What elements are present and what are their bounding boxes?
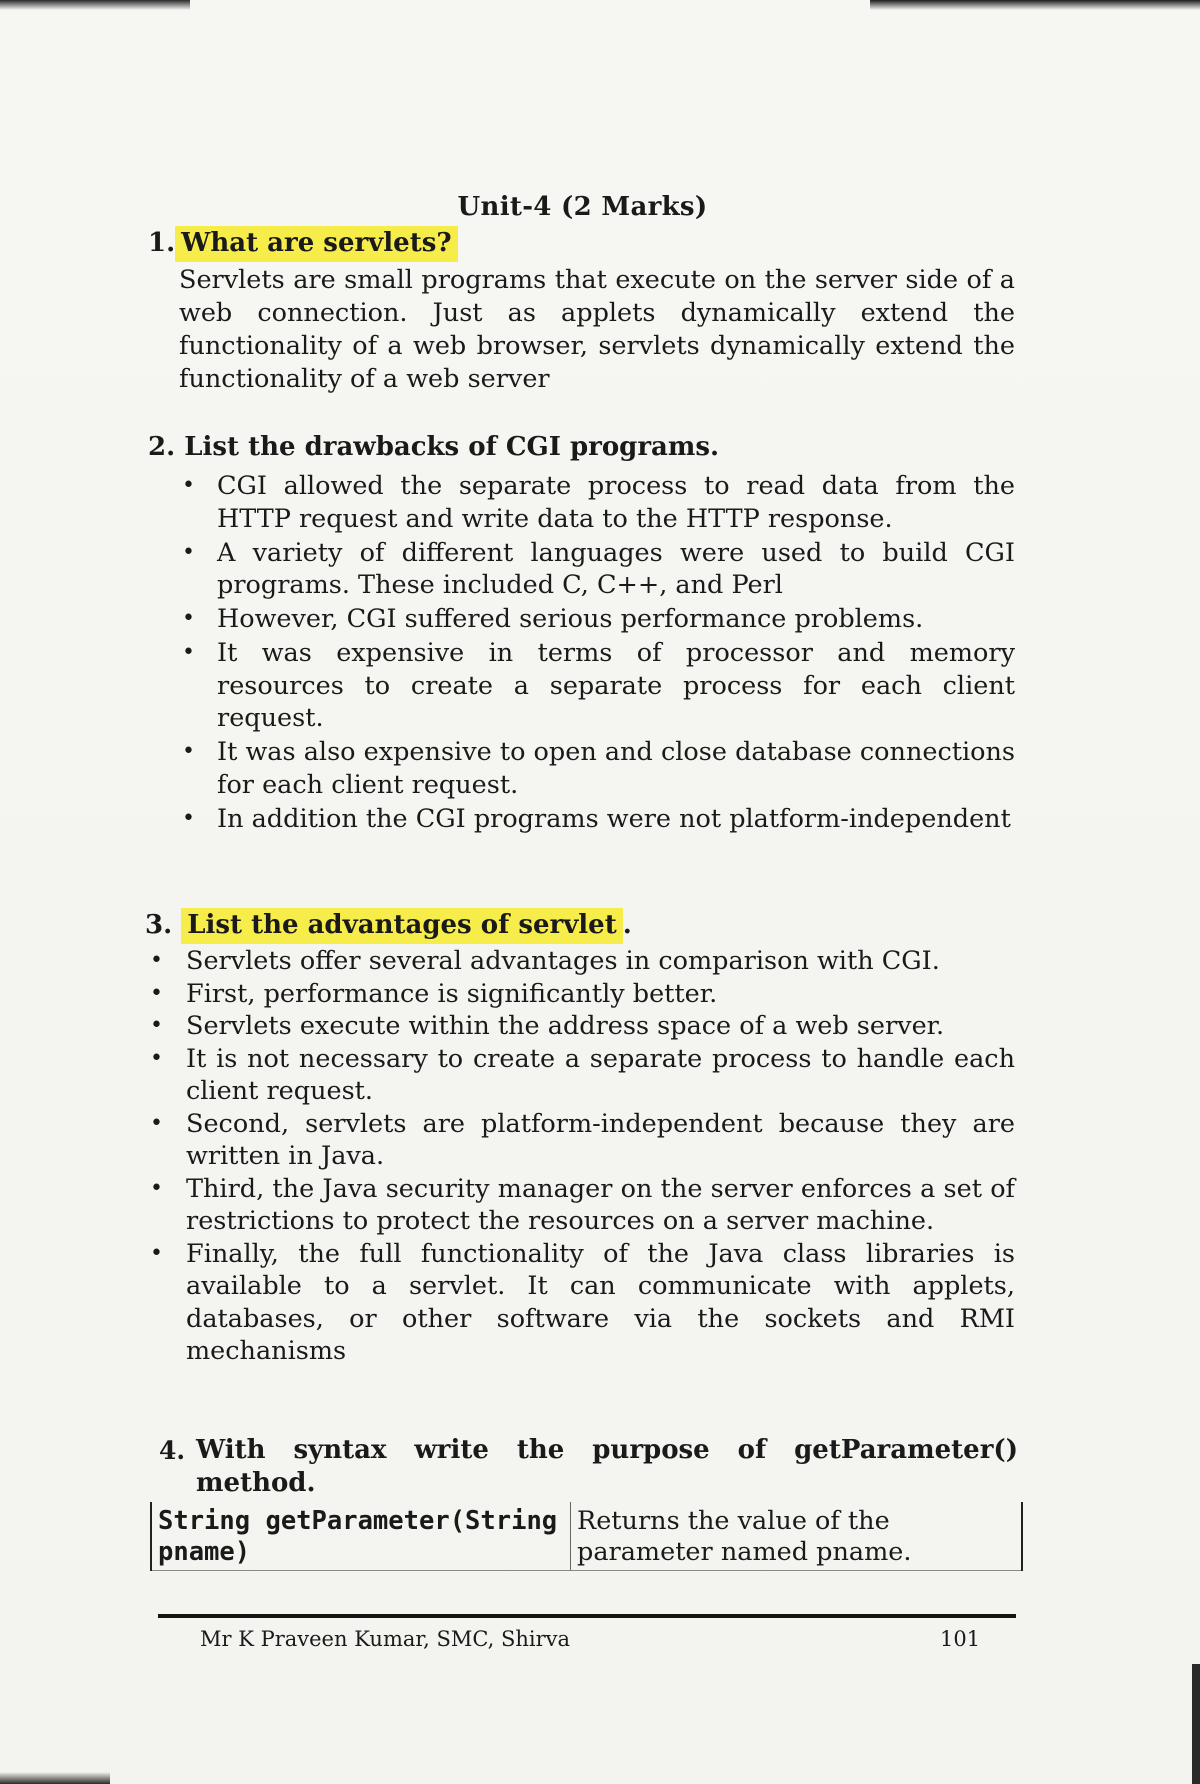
list-item: • Servlets offer several advantages in comparison with CGI. bbox=[186, 945, 1015, 978]
footer-divider bbox=[158, 1614, 1016, 1618]
question-1-heading bbox=[148, 228, 458, 258]
question-3-heading bbox=[145, 910, 632, 940]
syntax-cell: String getParameter(String pname) bbox=[151, 1502, 571, 1571]
list-item: • Third, the Java security manager on the server enforces a set of restrictions to protect the resources on a server machine. bbox=[186, 1173, 1015, 1238]
question-1-number: 1. bbox=[148, 228, 176, 258]
footer-author: Mr K Praveen Kumar, SMC, Shirva bbox=[200, 1627, 571, 1651]
page-number: 101 bbox=[940, 1627, 981, 1651]
question-1-answer: Servlets are small programs that execute on the server side of a web connection. Just as applets dynamically extend the functionality of a web browser, servlets dynamically extend the functionality of a web server bbox=[179, 265, 1015, 394]
question-2-title: List the drawbacks of CGI programs. bbox=[184, 432, 720, 462]
question-4-heading bbox=[160, 1434, 1018, 1500]
list-item: • Finally, the full functionality of the Java class libraries is available to a servlet. It can communicate with applets, databases, or other software via the sockets and RMI mechanisms bbox=[186, 1238, 1015, 1368]
list-item: • It is not necessary to create a separate process to handle each client request. bbox=[186, 1043, 1015, 1108]
list-item: • Servlets execute within the address space of a web server. bbox=[186, 1010, 1015, 1043]
question-3-list bbox=[186, 945, 1015, 1368]
unit-title: Unit-4 (2 Marks) bbox=[457, 192, 708, 222]
question-4-number: 4. bbox=[159, 1436, 186, 1465]
list-item: • However, CGI suffered serious performance problems. bbox=[217, 603, 1015, 636]
list-item: • CGI allowed the separate process to read data from the HTTP request and write data to the HTTP response. bbox=[217, 470, 1015, 535]
question-4-title: With syntax write the purpose of getParameter() method. bbox=[196, 1435, 1018, 1498]
question-2-heading bbox=[148, 432, 719, 462]
question-3-title-end: . bbox=[622, 910, 632, 940]
question-1-title: What are servlets? bbox=[175, 226, 457, 262]
syntax-table bbox=[150, 1502, 1023, 1571]
list-item: • It was expensive in terms of processor and memory resources to create a separate process for each client request. bbox=[217, 637, 1015, 735]
scan-edge-top-left bbox=[0, 0, 190, 10]
list-item: • It was also expensive to open and close database connections for each client request. bbox=[217, 736, 1015, 801]
table-row bbox=[151, 1502, 1022, 1571]
list-item: • Second, servlets are platform-independent because they are written in Java. bbox=[186, 1108, 1015, 1173]
scan-edge-bottom-right bbox=[1192, 1664, 1200, 1784]
list-item: • In addition the CGI programs were not platform-independent bbox=[217, 803, 1015, 836]
question-3-title: List the advantages of servlet bbox=[181, 908, 623, 944]
question-2-number: 2. bbox=[148, 432, 176, 462]
question-2-list bbox=[217, 470, 1015, 837]
description-cell: Returns the value of the parameter named pname. bbox=[571, 1502, 1023, 1571]
list-item: • A variety of different languages were used to build CGI programs. These included C, C++, and Perl bbox=[217, 537, 1015, 602]
scan-edge-bottom-left bbox=[0, 1772, 110, 1784]
scan-edge-top-right bbox=[870, 0, 1200, 10]
question-3-number: 3. bbox=[145, 910, 173, 940]
list-item: • First, performance is significantly better. bbox=[186, 978, 1015, 1011]
